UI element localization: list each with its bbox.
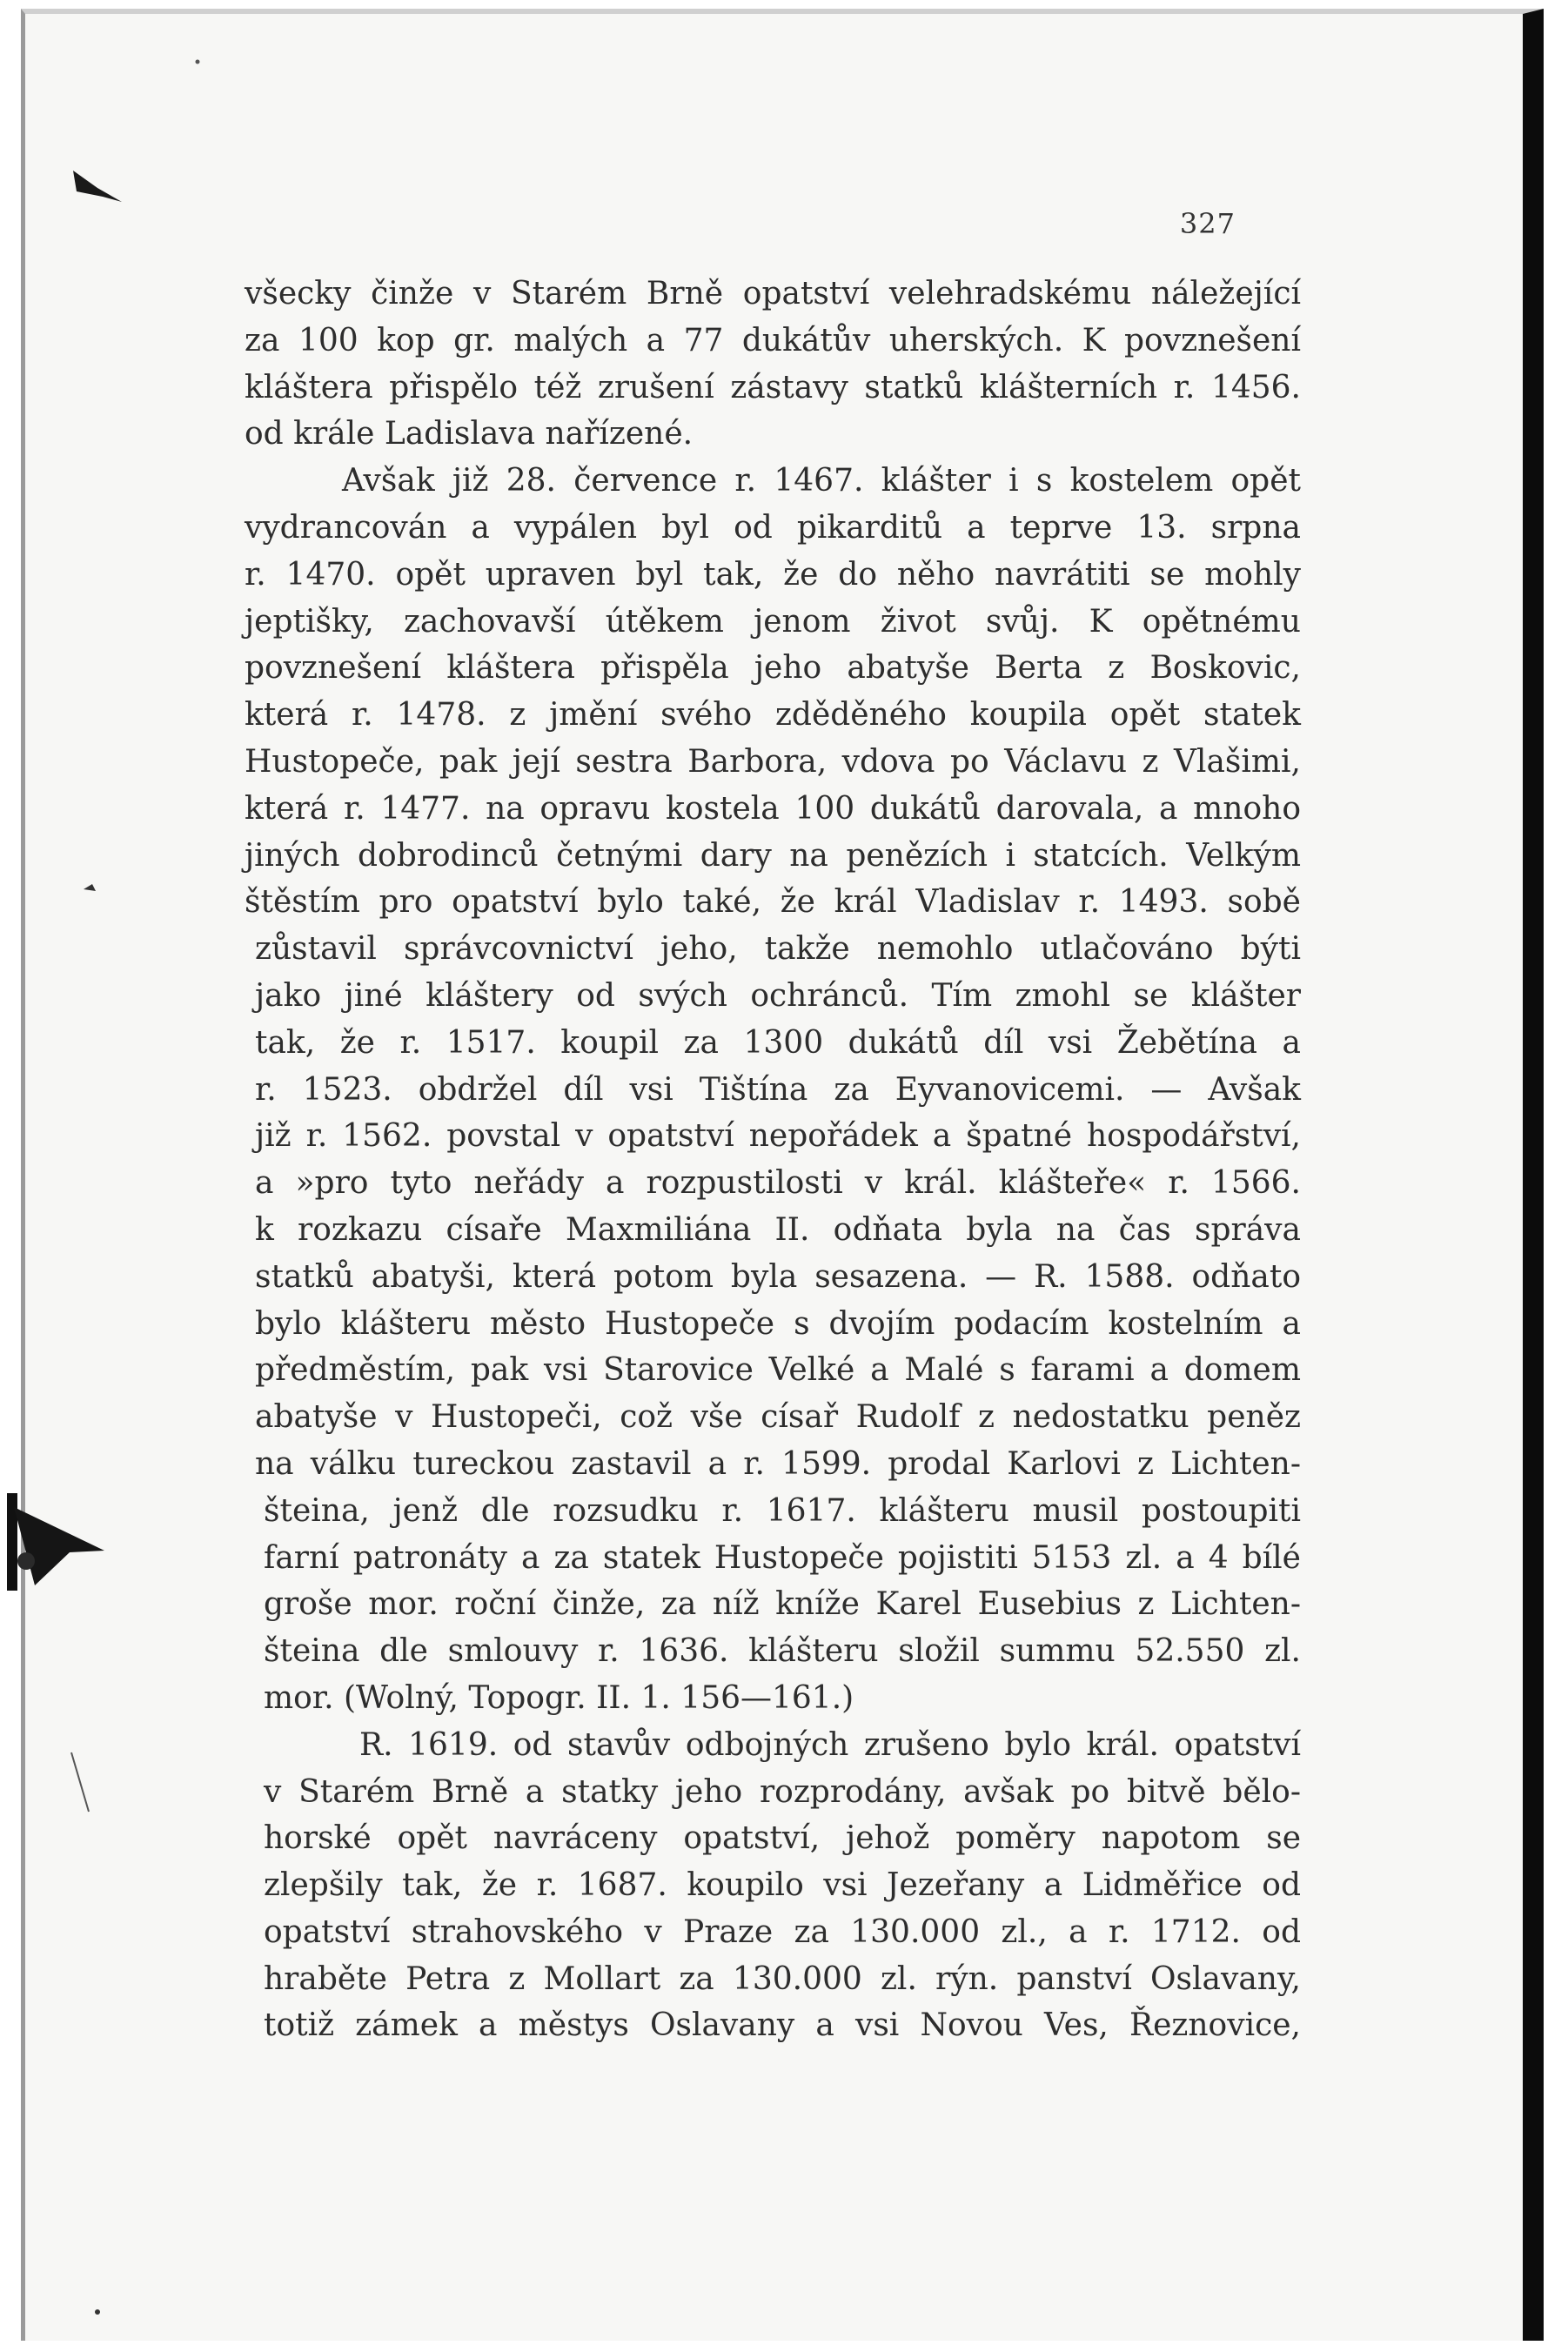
text-line: hraběte Petra z Mollart za 130.000 zl. rýn. panství Oslavany, bbox=[264, 1960, 1301, 1997]
text-line: šteina dle smlouvy r. 1636. klášteru složil summu 52.550 zl. bbox=[264, 1633, 1301, 1670]
text-line: a »pro tyto neřády a rozpustilosti v král. klášteře« r. 1566. bbox=[255, 1165, 1301, 1202]
text-line: od krále Ladislava nařízené. bbox=[245, 416, 694, 452]
margin-line-icon bbox=[68, 1749, 94, 1819]
text-line: horské opět navráceny opatství, jehož poměry napotom se bbox=[264, 1820, 1301, 1857]
text-line: předměstím, pak vsi Starovice Velké a Malé s farami a domem bbox=[255, 1352, 1301, 1389]
text-line: povznešení kláštera přispěla jeho abatyše Berta z Boskovic, bbox=[245, 650, 1301, 687]
text-line: již r. 1562. povstal v opatství nepořádek a špatné hospodářství, bbox=[255, 1118, 1301, 1155]
text-line: tak, že r. 1517. koupil za 1300 dukátů díl vsi Žebětína a bbox=[255, 1024, 1301, 1061]
text-line: jako jiné kláštery od svých ochránců. Tím zmohl se klášter bbox=[255, 977, 1301, 1014]
text-line: mor. (Wolný, Topogr. II. 1. 156—161.) bbox=[264, 1679, 854, 1716]
text-line: na válku tureckou zastavil a r. 1599. prodal Karlovi z Lichten- bbox=[255, 1445, 1301, 1482]
text-line: zůstavil správcovnictví jeho, takže nemohlo utlačováno býti bbox=[255, 931, 1301, 968]
text-line: za 100 kop gr. malých a 77 dukátův uherských. K povznešení bbox=[245, 322, 1301, 358]
corner-mark-icon bbox=[68, 165, 129, 209]
speck-icon bbox=[91, 2306, 104, 2318]
text-line: farní patronáty a za statek Hustopeče pojistiti 5153 zl. a 4 bílé bbox=[264, 1539, 1301, 1576]
scanned-page bbox=[21, 9, 1544, 2341]
text-line: jeptišky, zachovavší útěkem jenom život svůj. K opětnému bbox=[245, 603, 1301, 640]
text-line: šteina, jenž dle rozsudku r. 1617. klášteru musil postoupiti bbox=[264, 1492, 1301, 1529]
text-line: k rozkazu císaře Maxmiliána II. odňata byla na čas správa bbox=[255, 1211, 1301, 1248]
text-line: štěstím pro opatství bylo také, že král Vladislav r. 1493. sobě bbox=[245, 884, 1301, 921]
text-line: kláštera přispělo též zrušení zástavy statků klášterních r. 1456. bbox=[245, 369, 1301, 405]
text-line: Avšak již 28. července r. 1467. klášter i s kostelem opět bbox=[342, 463, 1301, 499]
text-line: totiž zámek a městys Oslavany a vsi Novou Ves, Řeznovice, bbox=[264, 2007, 1301, 2044]
binder-clip-icon bbox=[0, 1490, 122, 1594]
text-line: jiných dobrodinců četnými dary na penězích i statcích. Velkým bbox=[245, 837, 1301, 874]
text-line: vydrancován a vypálen byl od pikarditů a teprve 13. srpna bbox=[245, 509, 1301, 546]
body-text bbox=[245, 271, 1301, 2049]
text-line: Hustopeče, pak její sestra Barbora, vdova po Václavu z Vlašimi, bbox=[245, 743, 1301, 780]
text-line: r. 1523. obdržel díl vsi Tištína za Eyvanovicemi. — Avšak bbox=[255, 1071, 1301, 1108]
text-line: r. 1470. opět upraven byl tak, že do něho navrátiti se mohly bbox=[245, 556, 1301, 593]
text-line: bylo klášteru město Hustopeče s dvojím podacím kostelním a bbox=[255, 1305, 1301, 1342]
text-line: groše mor. roční činže, za níž kníže Karel Eusebius z Lichten- bbox=[264, 1586, 1301, 1623]
text-line: která r. 1477. na opravu kostela 100 dukátů darovala, a mnoho bbox=[245, 790, 1301, 827]
speck-icon bbox=[193, 57, 202, 66]
page-number: 327 bbox=[1179, 207, 1236, 240]
text-line: všecky činže v Starém Brně opatství velehradskému náležející bbox=[245, 276, 1301, 312]
text-line: opatství strahovského v Praze za 130.000 zl., a r. 1712. od bbox=[264, 1913, 1301, 1950]
text-line: v Starém Brně a statky jeho rozprodány, avšak po bitvě bělo- bbox=[264, 1773, 1301, 1810]
text-line: která r. 1478. z jmění svého zděděného koupila opět statek bbox=[245, 697, 1301, 734]
text-line: R. 1619. od stavův odbojných zrušeno bylo král. opatství bbox=[359, 1726, 1301, 1763]
margin-tick-icon bbox=[80, 879, 106, 896]
text-line: statků abatyši, která potom byla sesazena. — R. 1588. odňato bbox=[255, 1258, 1301, 1295]
text-line: abatyše v Hustopeči, což vše císař Rudolf z nedostatku peněz bbox=[255, 1399, 1301, 1436]
text-line: zlepšily tak, že r. 1687. koupilo vsi Jezeřany a Lidměřice od bbox=[264, 1867, 1301, 1904]
